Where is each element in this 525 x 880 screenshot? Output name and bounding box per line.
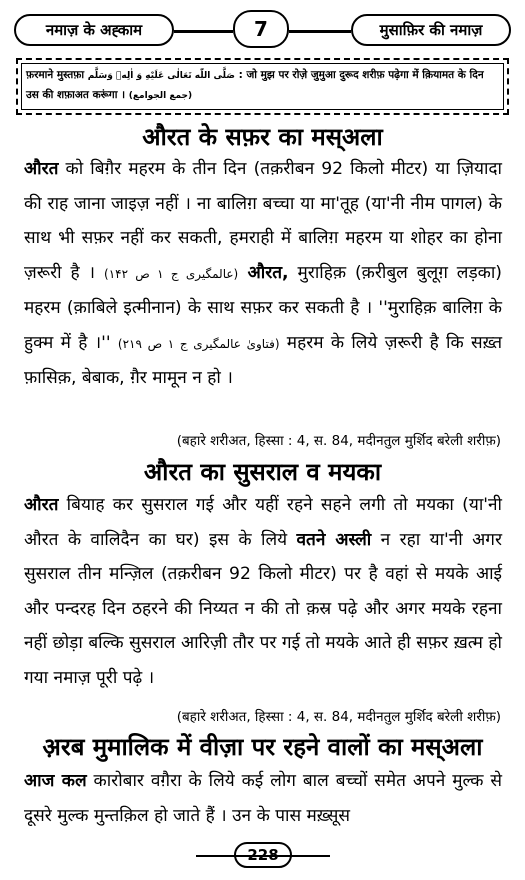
farman-text: : जो मुझ पर रोज़े जुमुआ दुरूद शरीफ़ पढ़ेगा में क़ियामत के दिन उस की शफ़ाअत करूंगा । — [26, 69, 484, 101]
farman-label: फ़रमाने मुस्तफ़ा — [26, 69, 85, 81]
para-lead: आज कल — [24, 771, 87, 791]
arabic-ref: (عالمگیری ج ۱ ص ۱۴۲) — [104, 266, 239, 281]
para-text-3: महरम के लिये ज़रूरी है कि सख़्त फ़ासिक़, बेबाक, ग़ैर मामून न हो । — [24, 332, 503, 388]
para-bold-phrase: वतने अस्ली — [296, 529, 372, 550]
para-lead: औरत — [24, 159, 59, 179]
para-text: बियाह कर सुसराल गई और यहीं रहने सहने लगी तो मयका (या'नी औरत के वालिदैन का घर) इस के लिये — [24, 495, 502, 550]
section-body-visa — [24, 764, 502, 833]
para-lead: औरत — [24, 495, 59, 515]
book-title: नमाज़ के अह्काम — [45, 21, 143, 39]
farman-box — [16, 58, 509, 115]
para-text: कारोबार वग़ैरा के लिये कई लोग बाल बच्चों समेत अपने मुल्क से दूसरे मुल्क मुन्तक़िल हो जाते हैं । उन के पास मख़्सूस — [24, 771, 502, 826]
chapter-title: मुसाफ़िर की नमाज़ — [379, 21, 483, 39]
para-text-2: मुराहिक़ (क़रीबुल बुलूग़ लड़का) महरम (क़ाबिले इत्मीनान) के साथ सफ़र कर सकती है । ''मुराहिक़ बालिग़ के हुक्म में है ।'' — [24, 262, 503, 353]
para-text: को बिग़ैर महरम के तीन दिन (तक़रीबन 92 किलो मीटर) या ज़ियादा की राह जाना जाइज़ नहीं । ना बालिग़ बच्चा या मा'तूह (या'नी नीम पागल) के साथ भी सफ़र नहीं कर सकती, हमराही में बालिग़ महरम या शोहर का होना ज़रूरी है । — [24, 159, 502, 283]
arabic-ref-2: (فتاویٰ عالمگیری ج ۱ ص ۲۱۹) — [117, 336, 280, 351]
header-rule-right — [289, 30, 351, 33]
reference-travel: (बहारे शरीअत, हिस्सा : 4, स. 84, मदीनतुल मुर्शिद बरेली शरीफ़) — [176, 433, 501, 449]
chapter-number: 7 — [254, 17, 268, 41]
farman-salutation: صَلَّى اللّٰه تَعَالٰى عَلَيْهِ وَ اٰلِهٖ وَسَلَّم — [87, 71, 235, 81]
section-heading-susral: औरत का सुसराल व मयका — [143, 458, 382, 486]
header-rule-left — [174, 30, 233, 33]
para-text-2: न रहा या'नी अगर सुसराल तीन मन्ज़िल (तक़रीबन 92 किलो मीटर) पर है वहां से मयके आई और पन्दरह दिन ठहरने की निय्यत न की तो क़स्र पढ़े और अगर मयके रहना नहीं छोड़ा बल्कि सुसराल आरिज़ी तौर पर गई तो मयके आते ही सफ़र ख़त्म हो गया नमाज़ पूरी पढ़े । — [24, 529, 502, 688]
page-number-badge — [234, 842, 292, 868]
farman-text-block — [26, 66, 499, 106]
section-body-travel — [24, 152, 502, 396]
page-number: 228 — [247, 846, 279, 864]
reference-susral: (बहारे शरीअत, हिस्सा : 4, स. 84, मदीनतुल मुर्शिद बरेली शरीफ़) — [176, 709, 501, 725]
section-body-susral — [24, 488, 502, 695]
section-heading-travel: औरत के सफ़र का मस्अला — [142, 123, 383, 151]
farman-ref: (جمع الجوامع) — [128, 91, 193, 101]
chapter-title-badge — [351, 14, 511, 46]
section-heading-visa: अ़रब मुमालिक में वीज़ा पर रहने वालों का मस्अला — [42, 733, 483, 761]
book-title-badge — [14, 14, 174, 46]
para-lead-2: औरत, — [238, 262, 289, 283]
chapter-number-badge — [233, 10, 289, 48]
